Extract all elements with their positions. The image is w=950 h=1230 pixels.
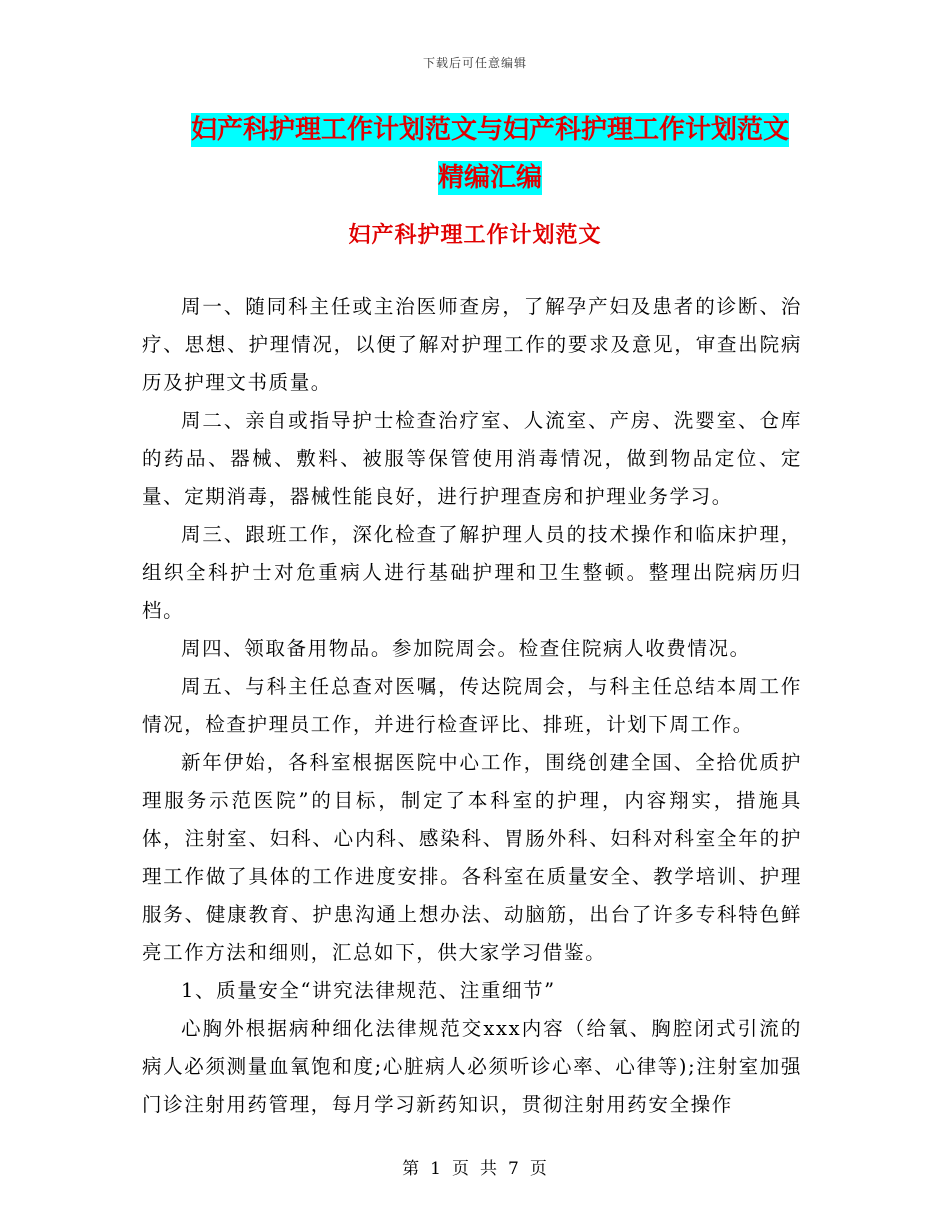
footer-page-number: 1 [430, 1159, 442, 1179]
footer-label-page: 第 [402, 1159, 421, 1179]
paragraph-quality-heading: 1、质量安全“讲究法律规范、注重细节” [181, 979, 556, 1002]
footer-label-total: 共 [480, 1159, 498, 1179]
body-content [142, 288, 802, 1124]
paragraph-cardiothoracic: 心胸外根据病种细化法律规范交xxx内容（给氧、胸腔闭式引流的病人必须测量血氧饱和度;心脏病人必须听诊心率、心律等);注射室加强门诊注射用药管理，每月学习新药知识，贯彻注射用药安全操作 [142, 1017, 802, 1116]
section-title: 妇产科护理工作计划范文 [348, 222, 602, 248]
title-line-1: 妇产科护理工作计划范文与妇产科护理工作计划范文 [190, 115, 789, 145]
page-footer [0, 1154, 950, 1179]
footer-total-pages: 7 [508, 1159, 520, 1179]
paragraph-tuesday: 周二、亲自或指导护士检查治疗室、人流室、产房、洗婴室、仓库的药品、器械、敷料、被服等保管使用消毒情况，做到物品定位、定量、定期消毒，器械性能良好，进行护理查房和护理业务学习。 [142, 409, 802, 508]
footer-label-unit: 页 [452, 1159, 470, 1179]
paragraph-wednesday: 周三、跟班工作，深化检查了解护理人员的技术操作和临床护理，组织全科护士对危重病人进行基础护理和卫生整顿。整理出院病历归档。 [142, 523, 802, 622]
paragraph-new-year: 新年伊始，各科室根据医院中心工作，围绕创建全国、全拾优质护理服务示范医院”的目标，制定了本科室的护理，内容翔实，措施具体，注射室、妇科、心内科、感染科、胃肠外科、妇科对科室全年的护理工作做了具体的工作进度安排。各科室在质量安全、教学培训、护理服务、健康教育、护患沟通上想办法、动脑筋，出台了许多专科特色鲜亮工作方法和细则，汇总如下，供大家学习借鉴。 [142, 751, 802, 964]
paragraph-thursday: 周四、领取备用物品。参加院周会。检查住院病人收费情况。 [181, 637, 751, 660]
paragraph-friday: 周五、与科主任总查对医嘱，传达院周会，与科主任总结本周工作情况，检查护理员工作，并进行检查评比、排班，计划下周工作。 [142, 675, 802, 736]
header-note: 下载后可任意编辑 [422, 56, 527, 70]
document-title [150, 106, 830, 202]
paragraph-monday: 周一、随同科主任或主治医师查房，了解孕产妇及患者的诊断、治疗、思想、护理情况，以便了解对护理工作的要求及意见，审查出院病历及护理文书质量。 [142, 295, 802, 394]
footer-label-unit-2: 页 [529, 1159, 548, 1179]
title-line-2: 精编汇编 [437, 163, 542, 193]
